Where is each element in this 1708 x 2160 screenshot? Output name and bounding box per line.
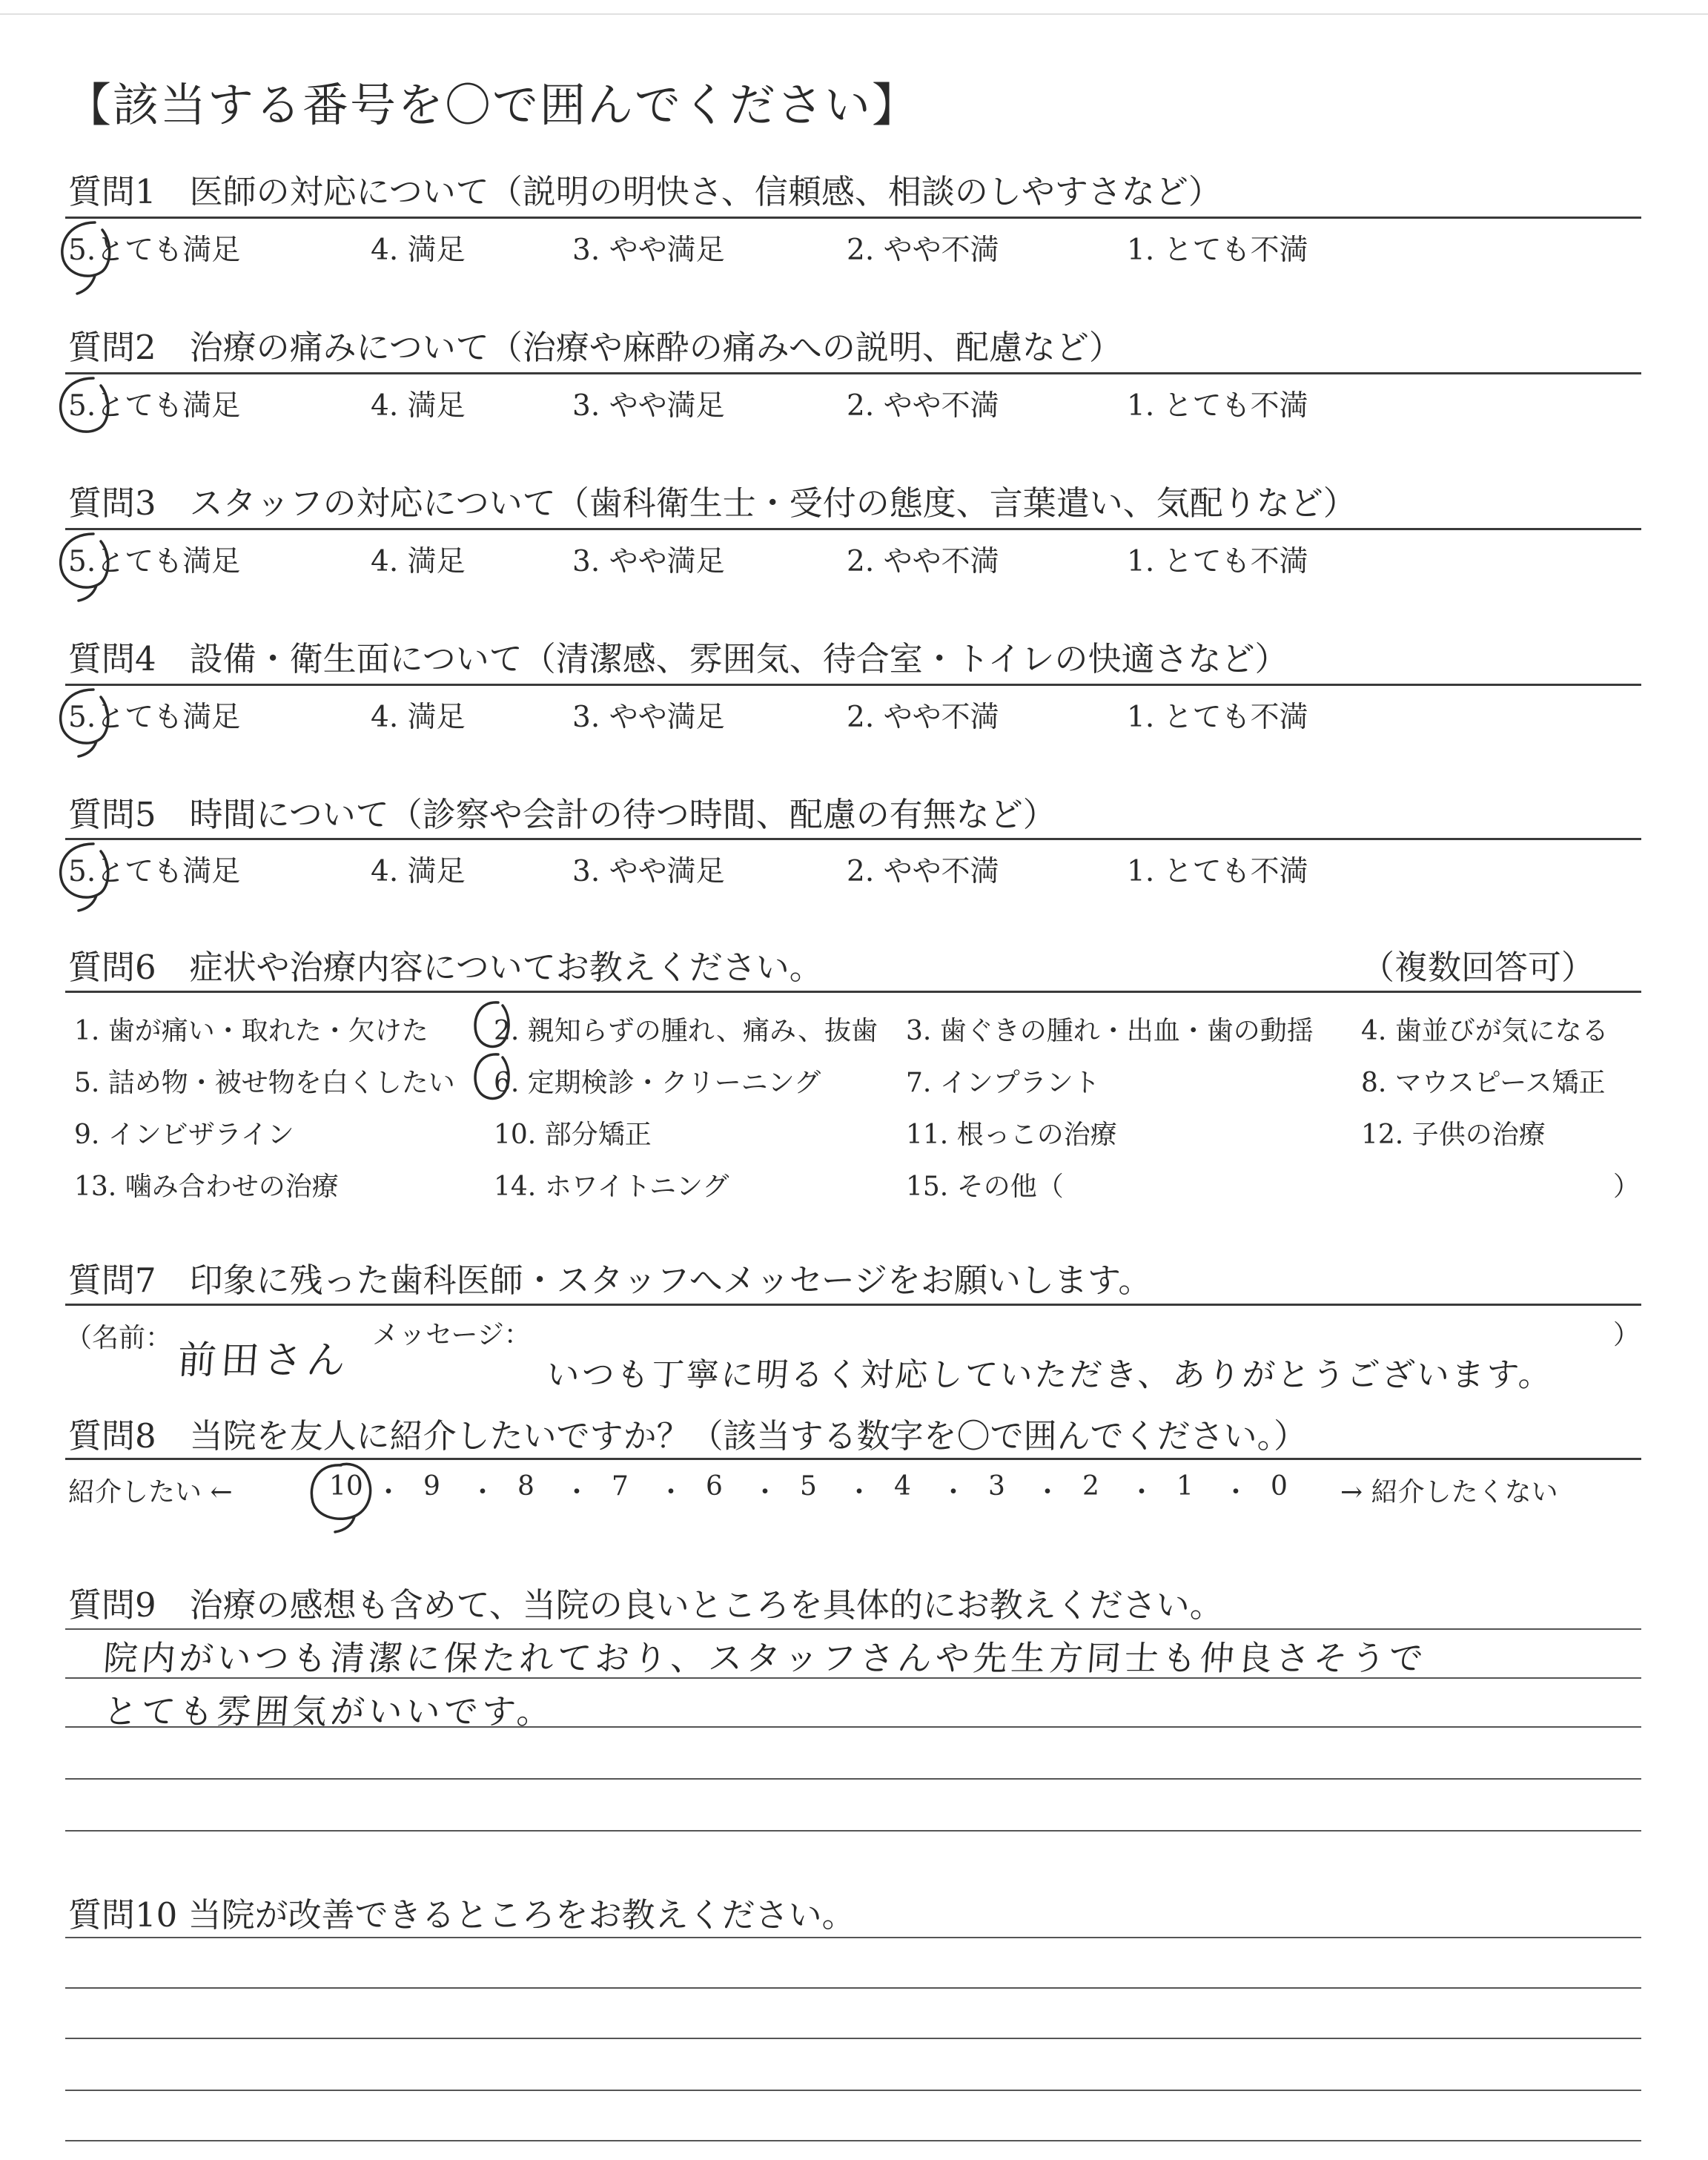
q6-item-11[interactable]: 11. 根っこの治療 (906, 1120, 1117, 1150)
q2-option-2[interactable]: 2. やや不満 (847, 389, 999, 423)
q6-item-7[interactable]: 7. インプラント (906, 1068, 1100, 1098)
q8-scale-7[interactable]: 7 (612, 1471, 629, 1502)
q6-multiple-note: （複数回答可） (1361, 948, 1595, 987)
q1-option-1[interactable]: 1. とても不満 (1127, 234, 1308, 267)
q4-option-1[interactable]: 1. とても不満 (1127, 701, 1308, 734)
q8-scale-3[interactable]: 3 (988, 1471, 1005, 1502)
q6-item-15-close: ） (1613, 1172, 1641, 1202)
q6-item-3[interactable]: 3. 歯ぐきの腫れ・出血・歯の動揺 (906, 1016, 1314, 1046)
q5-option-4[interactable]: 4. 満足 (371, 855, 466, 888)
q8-title: 質問8 当院を友人に紹介したいですか？（該当する数字を〇で囲んでください。） (68, 1416, 1308, 1456)
q8-scale-2[interactable]: 2 (1082, 1471, 1099, 1502)
q9-answer-line-2[interactable]: とても雰囲気がいいです。 (102, 1691, 557, 1731)
q1-title: 質問1 医師の対応について（説明の明快さ、信頼感、相談のしやすさなど） (68, 172, 1222, 211)
q8-scale-separator: ・ (1222, 1477, 1250, 1507)
q6-item-13[interactable]: 13. 噛み合わせの治療 (74, 1172, 339, 1202)
q6-item-8[interactable]: 8. マウスピース矯正 (1361, 1068, 1606, 1098)
q3-circle-mark (61, 534, 108, 601)
q6-title: 質問6 症状や治療内容についてお教えください。 (68, 948, 823, 987)
q3-option-5[interactable]: 5.とても満足 (68, 545, 241, 578)
q8-scale-separator: ・ (940, 1477, 967, 1507)
q5-circle-mark (61, 844, 108, 911)
q8-scale-separator: ・ (658, 1477, 685, 1507)
q8-scale-separator: ・ (1128, 1477, 1156, 1507)
q4-option-3[interactable]: 3. やや満足 (572, 701, 725, 734)
q4-option-2[interactable]: 2. やや不満 (847, 701, 999, 734)
q5-option-2[interactable]: 2. やや不満 (847, 855, 999, 888)
q2-option-3[interactable]: 3. やや満足 (572, 389, 725, 423)
q6-item-10[interactable]: 10. 部分矯正 (494, 1120, 652, 1150)
q7-message-label: メッセージ： (372, 1320, 531, 1350)
q8-right-label: → 紹介したくない (1340, 1477, 1558, 1507)
q2-option-1[interactable]: 1. とても不満 (1127, 389, 1308, 423)
q6-item-6-circle-mark (475, 1054, 509, 1099)
q6-item-14[interactable]: 14. ホワイトニング (494, 1172, 729, 1202)
q1-option-3[interactable]: 3. やや満足 (572, 234, 725, 267)
q6-item-5[interactable]: 5. 詰め物・被せ物を白くしたい (74, 1068, 455, 1098)
q6-item-4[interactable]: 4. 歯並びが気になる (1361, 1016, 1609, 1046)
q8-circle-mark (311, 1464, 370, 1532)
q7-title: 質問7 印象に残った歯科医師・スタッフへメッセージをお願いします。 (68, 1261, 1152, 1300)
q8-scale-separator: ・ (469, 1477, 497, 1507)
q2-circle-mark (61, 378, 108, 432)
q5-option-3[interactable]: 3. やや満足 (572, 855, 725, 888)
q7-name-value[interactable]: 前田さん (176, 1338, 351, 1383)
q1-option-4[interactable]: 4. 満足 (371, 234, 466, 267)
q8-scale-10[interactable]: 10 (329, 1471, 363, 1502)
q3-option-1[interactable]: 1. とても不満 (1127, 545, 1308, 578)
q8-scale-0[interactable]: 0 (1271, 1471, 1288, 1502)
q4-title: 質問4 設備・衛生面について（清潔感、雰囲気、待合室・トイレの快適さなど） (68, 639, 1288, 678)
q7-name-label: （名前： (65, 1323, 173, 1353)
q2-option-5[interactable]: 5.とても満足 (68, 389, 241, 423)
q6-item-2[interactable]: 2. 親知らずの腫れ、痛み、抜歯 (494, 1016, 878, 1046)
q5-option-1[interactable]: 1. とても不満 (1127, 855, 1308, 888)
q8-scale-4[interactable]: 4 (894, 1471, 911, 1502)
q8-scale-separator: ・ (846, 1477, 873, 1507)
q4-option-4[interactable]: 4. 満足 (371, 701, 466, 734)
q8-scale-9[interactable]: 9 (423, 1471, 440, 1502)
q8-scale-separator: ・ (752, 1477, 779, 1507)
page-title: 【該当する番号を〇で囲んでください】 (65, 78, 920, 132)
q2-option-4[interactable]: 4. 満足 (371, 389, 466, 423)
q9-answer-line-1[interactable]: 院内がいつも清潔に保たれており、スタッフさんや先生方同士も仲良さそうで (102, 1638, 1429, 1678)
q8-scale-separator: ・ (1034, 1477, 1062, 1507)
q1-option-5[interactable]: 5.とても満足 (68, 234, 241, 267)
q1-circle-mark (62, 222, 110, 294)
q6-item-9[interactable]: 9. インビザライン (74, 1120, 294, 1150)
q8-scale-separator: ・ (375, 1477, 403, 1507)
q8-scale-6[interactable]: 6 (706, 1471, 723, 1502)
q5-option-5[interactable]: 5.とても満足 (68, 855, 241, 888)
q3-title: 質問3 スタッフの対応について（歯科衛生士・受付の態度、言葉遣い、気配りなど） (68, 483, 1357, 523)
q3-option-4[interactable]: 4. 満足 (371, 545, 466, 578)
q3-option-3[interactable]: 3. やや満足 (572, 545, 725, 578)
q6-item-15[interactable]: 15. その他（ (906, 1172, 1064, 1202)
q5-title: 質問5 時間について（診察や会計の待つ時間、配慮の有無など） (68, 795, 1056, 834)
q3-option-2[interactable]: 2. やや不満 (847, 545, 999, 578)
q1-option-2[interactable]: 2. やや不満 (847, 234, 999, 267)
q9-title: 質問9 治療の感想も含めて、当院の良いところを具体的にお教えください。 (68, 1585, 1223, 1625)
q7-message-value[interactable]: いつも丁寧に明るく対応していただき、ありがとうございます。 (545, 1356, 1555, 1394)
q2-title: 質問2 治療の痛みについて（治療や麻酔の痛みへの説明、配慮など） (68, 328, 1122, 367)
q6-item-6[interactable]: 6. 定期検診・クリーニング (494, 1068, 821, 1098)
q8-scale-5[interactable]: 5 (800, 1471, 817, 1502)
q8-scale-1[interactable]: 1 (1176, 1471, 1194, 1502)
q7-close-paren: ） (1613, 1320, 1641, 1350)
q8-scale-8[interactable]: 8 (517, 1471, 534, 1502)
q4-option-5[interactable]: 5.とても満足 (68, 701, 241, 734)
q4-circle-mark (61, 690, 108, 756)
q8-scale-separator: ・ (563, 1477, 591, 1507)
q6-item-12[interactable]: 12. 子供の治療 (1361, 1120, 1546, 1150)
q6-item-1[interactable]: 1. 歯が痛い・取れた・欠けた (74, 1016, 428, 1046)
q8-left-label: 紹介したい ← (68, 1477, 233, 1507)
q6-item-2-circle-mark (475, 1003, 509, 1047)
q10-title: 質問10 当院が改善できるところをお教えください。 (68, 1895, 855, 1935)
